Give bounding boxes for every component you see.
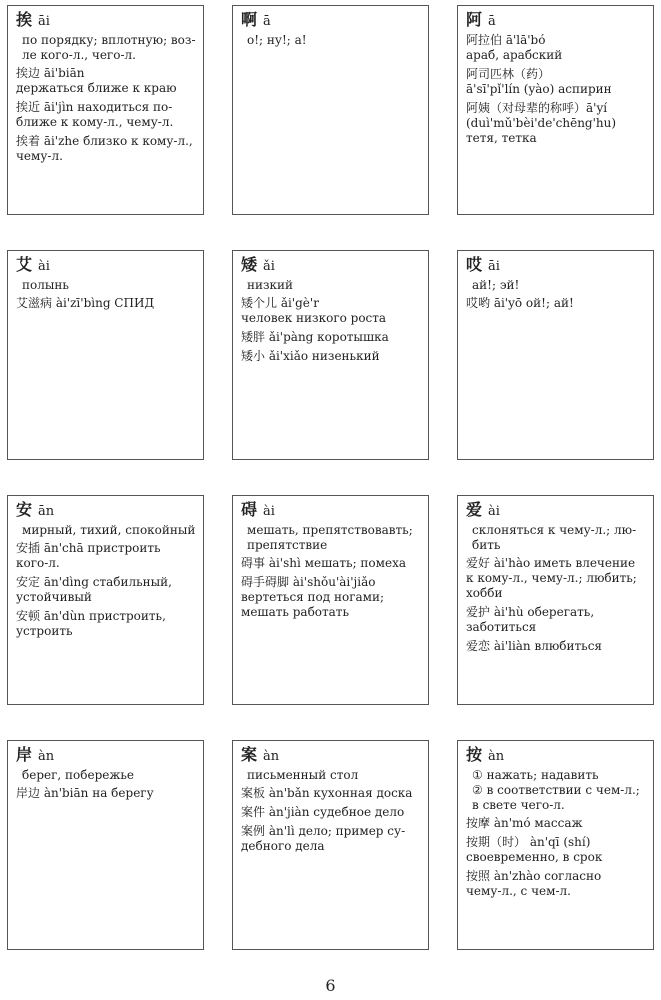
entry: 艾滋病 ài'zī'bìng СПИД — [16, 296, 155, 310]
definition: берег, побережье — [22, 768, 135, 782]
entry: 岸边 àn'biān на берегу — [16, 786, 154, 800]
entry: 按照 àn'zhào согласно чему-л., с чем-л. — [466, 869, 602, 898]
entry: 案板 àn'bǎn кухонная доска — [241, 786, 413, 800]
card-ai-1 — [7, 5, 204, 215]
pinyin: ān — [38, 504, 55, 519]
entry: 矮小 ǎi'xiǎo низенький — [241, 349, 380, 363]
pinyin: ài — [263, 504, 275, 519]
definition: мирный, тихий, спокойный — [22, 523, 196, 537]
headword: 按 — [466, 745, 483, 764]
entry: 阿拉伯 ā'lā'bó араб, арабский — [466, 33, 563, 62]
entry: 按摩 àn'mó массаж — [466, 816, 583, 830]
entry: 哎哟 āi'yō ой!; ай! — [466, 296, 574, 310]
definition: ① нажать; надавить ② в соответствии с чем-л.; в свете чего-л. — [472, 768, 640, 812]
definition: о!; ну!; а! — [247, 33, 307, 47]
entry: 矮个儿 ǎi'gè'r человек низкого роста — [241, 296, 387, 325]
entry: 安插 ān'chā пристроить кого-л. — [16, 541, 161, 570]
pinyin: ā — [488, 14, 496, 29]
card-an-3 — [232, 740, 429, 950]
pinyin: ā — [263, 14, 271, 29]
entry: 阿司匹林（药） ā'sī'pǐ'lín (yào) аспирин — [466, 67, 612, 96]
pinyin: ǎi — [263, 259, 275, 274]
entry: 安顿 ān'dùn пристроить, устроить — [16, 609, 166, 638]
entry: 矮胖 ǎi'pàng коротышка — [241, 330, 389, 344]
pinyin: ài — [488, 504, 500, 519]
definition: по порядку; вплотную; воз- ле кого-л., чего-л. — [22, 33, 196, 62]
headword: 啊 — [241, 10, 258, 29]
definition: ай!; эй! — [472, 278, 520, 292]
pinyin: àn — [38, 749, 55, 764]
entry: 案例 àn'lì дело; пример су- дебного дела — [241, 824, 406, 853]
headword: 挨 — [16, 10, 33, 29]
card-a-1 — [232, 5, 429, 215]
entry: 挨近 āi'jìn находиться по- ближе к кому-л., чему-л. — [16, 100, 174, 129]
card-ai-2 — [7, 250, 204, 460]
pinyin: āi — [38, 14, 50, 29]
headword: 矮 — [241, 255, 258, 274]
card-ai-6 — [457, 495, 654, 705]
entry: 案件 àn'jiàn судебное дело — [241, 805, 405, 819]
headword: 艾 — [16, 255, 33, 274]
headword: 案 — [241, 745, 258, 764]
card-an-1 — [7, 495, 204, 705]
card-ai-5 — [232, 495, 429, 705]
entry: 安定 ān'dìng стабильный, устойчивый — [16, 575, 172, 604]
card-a-2 — [457, 5, 654, 215]
definition: низкий — [247, 278, 294, 292]
card-ai-4 — [457, 250, 654, 460]
entry: 爱好 ài'hào иметь влечение к кому-л., чему-л.; любить; хобби — [466, 556, 637, 600]
definition: склоняться к чему-л.; лю- бить — [472, 523, 637, 552]
entry: 阿姨（对母辈的称呼）ā'yí (duì'mǔ'bèi'de'chēng'hu) тетя, тетка — [466, 101, 617, 145]
card-an-4 — [457, 740, 654, 950]
entry: 挨着 āi'zhe близко к кому-л., чему-л. — [16, 134, 193, 163]
entry: 挨边 āi'biān держаться ближе к краю — [16, 66, 177, 95]
headword: 碍 — [241, 500, 258, 519]
headword: 安 — [16, 500, 33, 519]
page-number: 6 — [325, 976, 336, 995]
card-ai-3 — [232, 250, 429, 460]
definition: мешать, препятствовавть; препятствие — [247, 523, 413, 552]
headword: 哎 — [466, 255, 483, 274]
pinyin: āi — [488, 259, 500, 274]
definition: письменный стол — [247, 768, 359, 782]
entry: 碍手碍脚 ài'shǒu'ài'jiǎo вертеться под ногами; мешать работать — [241, 575, 385, 619]
headword: 爱 — [466, 500, 483, 519]
pinyin: àn — [488, 749, 505, 764]
card-an-2 — [7, 740, 204, 950]
definition: полынь — [22, 278, 69, 292]
entry: 碍事 ài'shì мешать; помеха — [241, 556, 407, 570]
entry: 按期（时） àn'qī (shí) своевременно, в срок — [466, 835, 603, 864]
pinyin: ài — [38, 259, 50, 274]
pinyin: àn — [263, 749, 280, 764]
entry: 爱恋 ài'liàn влюбиться — [466, 639, 602, 653]
headword: 阿 — [466, 10, 483, 29]
entry: 爱护 ài'hù оберегать, заботиться — [466, 605, 595, 634]
headword: 岸 — [16, 745, 33, 764]
